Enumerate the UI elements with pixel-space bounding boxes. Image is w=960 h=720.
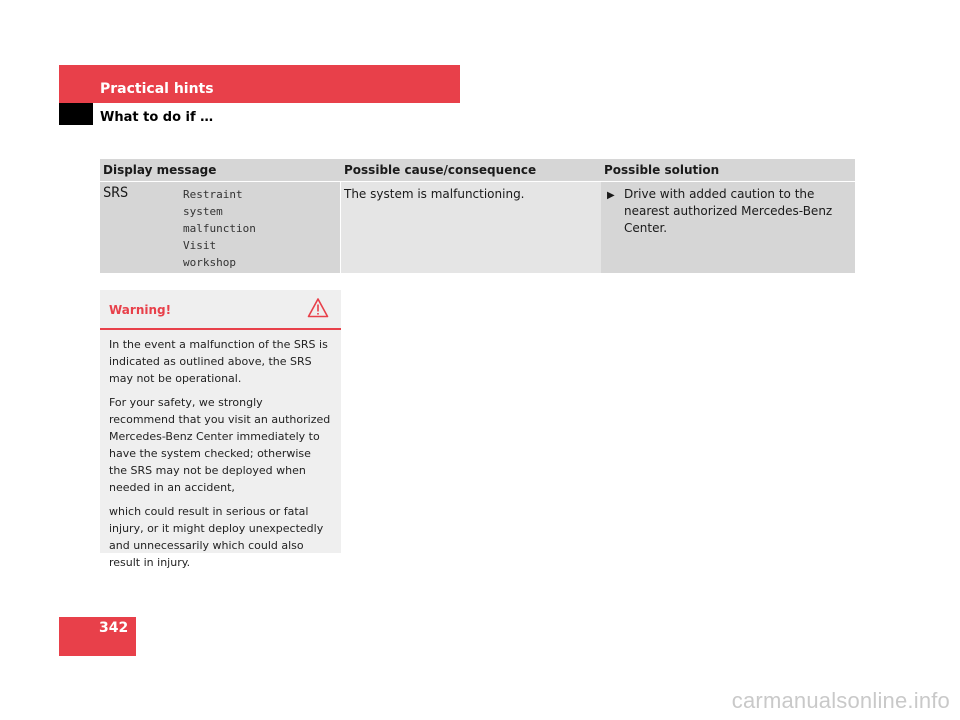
display-line: workshop xyxy=(183,256,236,269)
warning-triangle-icon xyxy=(307,297,329,319)
watermark: carmanualsonline.info xyxy=(731,688,950,713)
solution-text: Drive with added caution to the nearest authorized Mercedes-Benz Center. xyxy=(624,187,833,235)
section-tab-marker xyxy=(59,103,93,125)
display-line: Visit xyxy=(183,239,217,252)
header-display-message: Display message xyxy=(103,163,217,177)
display-line: Restraint xyxy=(183,188,243,201)
header-possible-solution: Possible solution xyxy=(604,163,720,177)
display-line: system xyxy=(183,205,223,218)
warning-paragraph: In the event a malfunction of the SRS is indicated as outlined above, the SRS may not be operational. xyxy=(109,338,328,385)
warning-title: Warning! xyxy=(109,303,172,317)
warning-paragraph: For your safety, we strongly recommend that you visit an authorized Mercedes-Benz Center immediately to have the system checked; otherwise the SRS may not be deployed when needed in an accident, xyxy=(109,396,331,494)
warning-body xyxy=(100,330,341,571)
section-title: Practical hints xyxy=(100,81,214,97)
warning-box xyxy=(100,290,341,569)
solution-cell xyxy=(601,182,855,273)
display-text xyxy=(183,186,256,271)
cause-cell: The system is malfunctioning. xyxy=(341,182,601,273)
display-message-cell xyxy=(100,182,340,273)
table-row xyxy=(100,182,855,273)
display-message-table xyxy=(100,159,855,273)
warning-paragraph: which could result in serious or fatal injury, or it might deploy unexpectedly and unnecessarily which could also result in injury. xyxy=(109,505,324,569)
header-possible-cause: Possible cause/consequence xyxy=(344,163,537,177)
warning-header xyxy=(100,290,341,330)
bullet-arrow-icon: ▶ xyxy=(607,190,615,201)
table-header-row xyxy=(100,159,855,181)
page-number: 342 xyxy=(99,620,129,636)
page-subtitle: What to do if … xyxy=(100,110,214,125)
display-code: SRS xyxy=(103,185,129,201)
display-line: malfunction xyxy=(183,222,256,235)
